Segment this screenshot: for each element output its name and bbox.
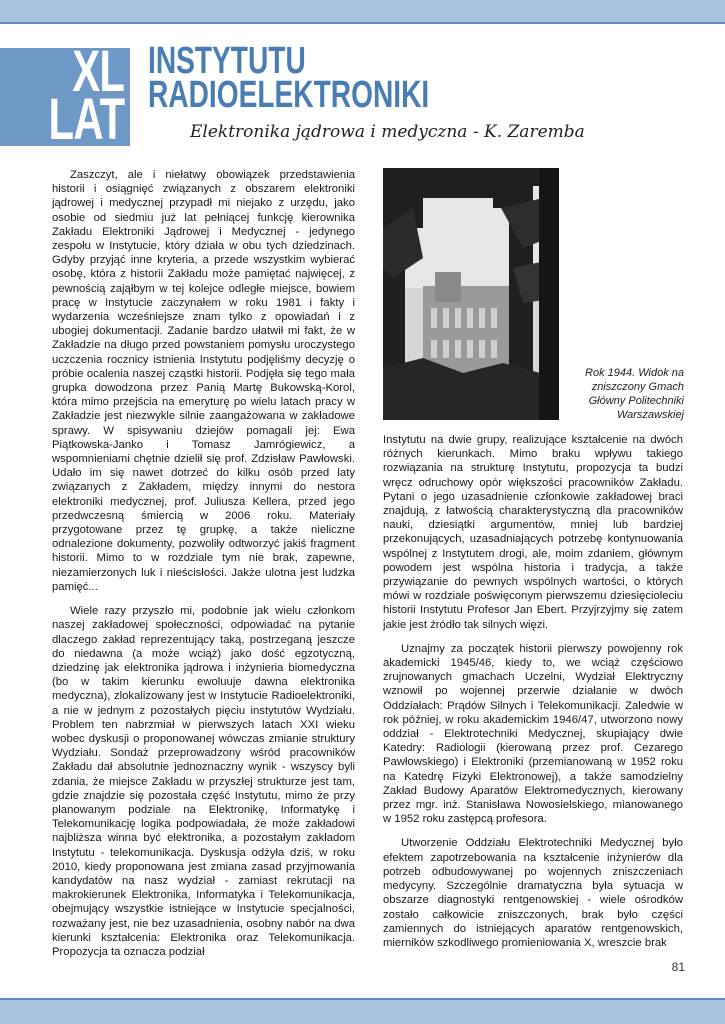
paragraph: Wiele razy przyszło mi, podobnie jak wielu członkom naszej zakładowej społeczności, odpowiadać na pytanie dlaczego zakład reprezentujący taką, postrzeganą jeszcze do niedawna (a może wciąż) jako dość egzotyczną, dziedzinę jak elektronika jądrowa i inżynieria biomedyczna (bo w takim kierunku ewoluuje dawna elektronika medyczna), zlokalizowany jest w Instytucie Radioelektroniki, a nie w jednym z pozostałych pięciu instytutów Wydziału. Problem ten nabrzmiał w pierwszych latach XXI wieku wobec dyskusji o proponowanej wówczas zmianie struktury Wydziału. Sondaż przeprowadzony wśród pracowników Zakładu dał absolutnie jednoznaczny wynik - wszyscy byli zdania, że miejsce Zakładu w przyszłej strukturze jest tam, gdzie znajdzie się pozostała część Instytutu, mimo że przy planowanym podziale na Elektronikę, Informatykę i Telekomunikację logika podpowiadała, że może zakładowi najbliższa winna być elektronika, a pozostałym zakładom Instytutu - telekomunikacja. Dyskusja odżyła dziś, w roku 2010, kiedy proponowana jest zmiana zasad przyjmowania kandydatów na nasz wydział - zamiast rekrutacji na makrokierunek Elektronika, Informatyka i Telekomunikacja, obejmujący wszystkie istniejące w Instytucie specjalności, rozważany jest, nie bez uzasadnienia, osobny nabór na dwa kierunki kształcenia: Elektronika oraz Telekomunikacja. Propozycja ta oznacza podział <box>52 605 355 958</box>
title-line-1: INSTYTUTU <box>148 40 306 82</box>
title-line-2: RADIOELEKTRONIKI <box>148 74 430 116</box>
ruined-building-photo <box>383 168 559 420</box>
page-number: 81 <box>671 960 685 974</box>
paragraph: Instytutu na dwie grupy, realizujące kształcenie na dwóch różnych kierunkach. Mimo braku wpływu takiego rozwiązania na strukturę Instytutu, propozycja ta budzi wręcz odruchowy opór większości pracowników Zakładu. Pytani o jego uzasadnienie członkowie zakładowej braci znajdują, z łatwością charakterystyczną dla pracowników nauki, dziesiątki argumentów, mniej lub bardziej przekonujących, uzasadniających potrzebę kontynuowania wspólnej z Instytutem drogi, ale, moim zdaniem, głównym powodem jest wspólna historia i tradycja, a także przywiązanie do pewnych wspólnych wartości, o których mówi w rozdziale poświęconym pierwszemu dziesięcioleciu historii Instytutu Profesor Jan Ebert. Przyjrzyjmy się zatem jakie jest źródło tak silnych więzi. <box>383 434 683 631</box>
xl-lat-logo <box>0 48 130 146</box>
top-band <box>0 0 725 24</box>
chapter-subtitle: Elektronika jądrowa i medyczna - K. Zaremba <box>190 122 585 142</box>
paragraph: Uznajmy za początek historii pierwszy powojenny rok akademicki 1945/46, kiedy to, we wciąż częściowo zrujnowanych gmachach Uczelni, Wydział Elektryczny wznowił po wojennej przerwie działanie w dwóch Oddziałach: Prądów Silnych i Telekomunikacji. Zaledwie w rok później, w roku akademickim 1946/47, utworzono nowy oddział - Elektrotechniki Medycznej, skupiający dwie Katedry: Radiologii (kierowaną przez prof. Cezarego Pawłowskiego) i Elektroniki (przemianowaną w 1952 roku na Katedrę Fizyki Elektronowej), a także samodzielny Zakład Budowy Aparatów Elektromedycznych, kierowany przez mgr. inż. Stanisława Nowosielskiego, mianowanego w 1952 roku zastępcą profesora. <box>383 642 683 826</box>
logo-lat-text: LAT <box>48 87 124 146</box>
left-column <box>52 168 355 969</box>
paragraph: Utworzenie Oddziału Elektrotechniki Medycznej było efektem zapotrzebowania na kształcenie inżynierów dla potrzeb odbudowywanej po wojennych zniszczeniach medycyny. Szczególnie dramatyczna była sytuacja w obszarze diagnostyki rentgenowskiej - wiele ośrodków zostało całkowicie zniszczonych, brak było części zamiennych do istniejących aparatów rentgenowskich, mierników szkodliwego promieniowania X, wreszcie brak <box>383 837 683 949</box>
logo-xl-text: XL <box>72 48 124 104</box>
page-title <box>148 40 528 116</box>
bottom-band <box>0 998 725 1024</box>
right-column <box>383 433 683 960</box>
photo-caption: Rok 1944. Widok na zniszczony Gmach Główny Politechniki Warszawskiej <box>585 367 684 421</box>
paragraph: Zaszczyt, ale i niełatwy obowiązek przedstawienia historii i osiągnięć związanych z obszarem elektroniki jądrowej i medycznej przypadł mi niejako z urzędu, jako osobie od siedmiu już lat pełniącej funkcję kierownika Zakładu Elektroniki Jądrowej i Medycznej - jedynego zespołu w Instytucie, który działa w obu tych dziedzinach. Gdyby przyjąć inne kryteria, a przede wszystkim wybierać osobę, która z historii Zakładu może pamiętać najwięcej, z pewnością zająłbym w tej kolejce odległe miejsce, bowiem pracę w Instytucie zaczynałem w roku 1981 i fakty i wydarzenia wcześniejsze znam tylko z opowiadań i z ubogiej dokumentacji. Zadanie bardzo ułatwił mi fakt, że w Zakładzie na długo przed powstaniem pomysłu uroczystego uczczenia rocznicy istnienia Instytutu podjęliśmy decyzję o próbie ocalenia naszej cząstki historii. Podjęła się tego mała grupka dowodzona przez Panią Martę Bukowską-Korol, która mimo przejścia na emeryturę po wielu latach pracy w Zakładzie jest niezwykle silnie zaangażowana w zakładowe sprawy. W spisywaniu dziejów pomagali jej: Ewa Piątkowska-Janko i Tomasz Jamrógiewicz, a wspomnieniami chętnie dzielił się prof. Zdzisław Pawłowski. Udało im się nawet dotrzeć do kilku osób przed laty związanych z Zakładem, między innymi do nestora elektroniki medycznej, prof. Juliusza Kellera, przed jego przedwczesną śmiercią w 2006 roku. Materiały przygotowane przez tę grupkę, a także nieliczne odnalezione dokumenty, pozwoliły odtworzyć jakiś fragment historii. Mimo to w rozdziale tym nie brak, zapewne, niezamierzonych luk i nieścisłości. Jakże ulotna jest ludzka pamięć... <box>52 169 355 593</box>
